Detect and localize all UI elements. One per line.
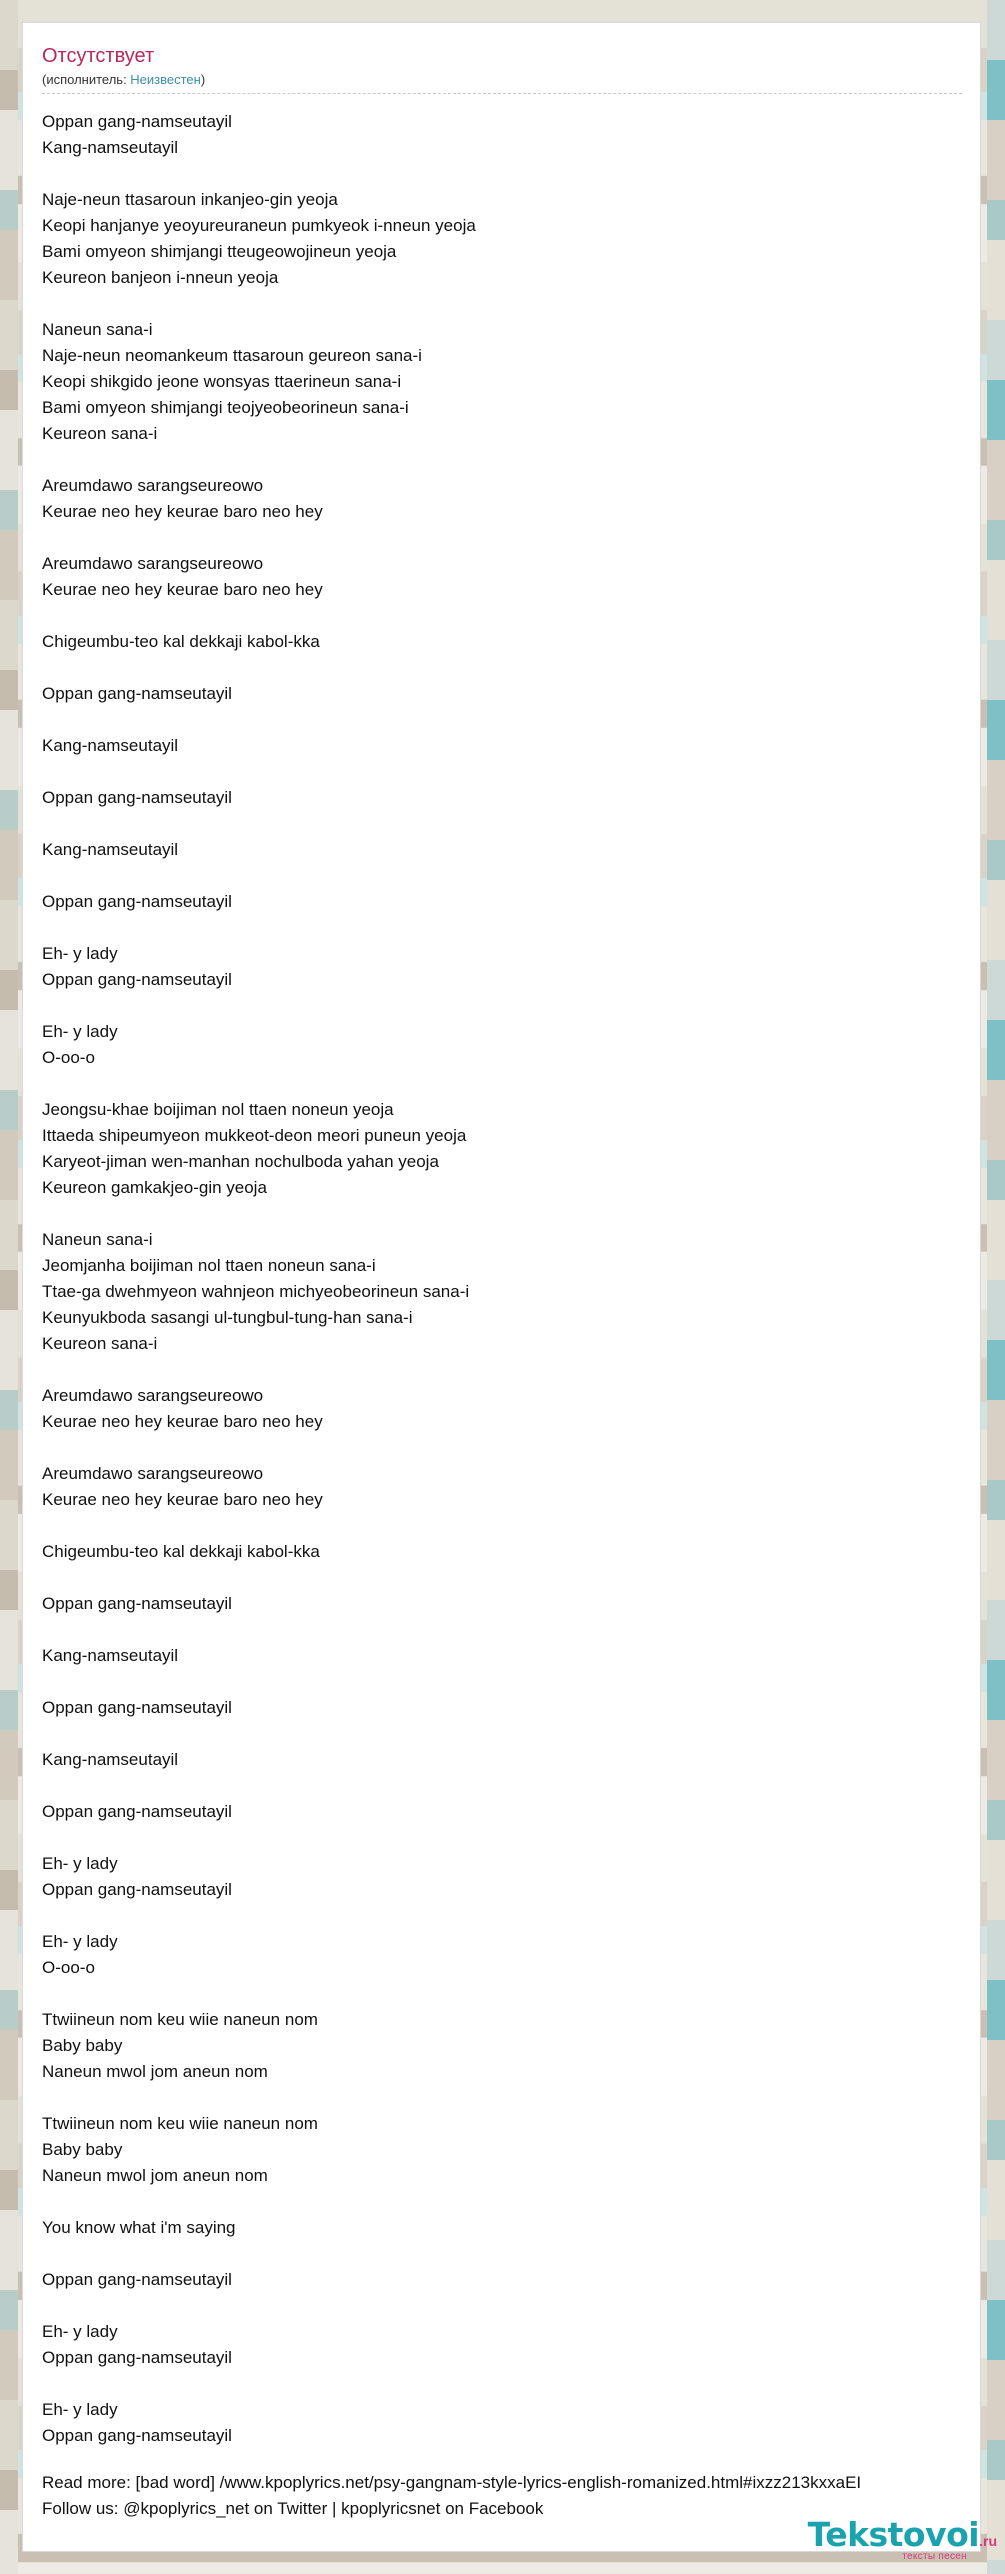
lyrics-body: [42, 109, 972, 2475]
lyrics-line: Bami omyeon shimjangi tteugeowojineun yeoja: [42, 242, 397, 261]
lyrics-line: Oppan gang-namseutayil: [42, 1880, 232, 1899]
lyrics-stanza: [42, 473, 972, 525]
lyrics-line: Baby baby: [42, 2140, 123, 2159]
lyrics-stanza: [42, 1643, 972, 1669]
lyrics-stanza: [42, 109, 972, 161]
follow-us-text: Follow us: @kpoplyrics_net on Twitter | kpoplyricsnet on Facebook: [42, 2499, 544, 2518]
lyrics-stanza: [42, 681, 972, 707]
artist-prefix: (исполнитель:: [42, 72, 131, 87]
lyrics-stanza: [42, 1799, 972, 1825]
lyrics-stanza: [42, 733, 972, 759]
title-divider: [42, 93, 962, 94]
lyrics-line: Ttwiineun nom keu wiie naneun nom: [42, 2010, 318, 2029]
artist-link[interactable]: Неизвестен: [130, 72, 201, 87]
lyrics-line: Oppan gang-namseutayil: [42, 1802, 232, 1821]
lyrics-line: Ttae-ga dwehmyeon wahnjeon michyeobeorineun sana-i: [42, 1282, 470, 1301]
lyrics-line: Oppan gang-namseutayil: [42, 892, 232, 911]
lyrics-line: Oppan gang-namseutayil: [42, 2270, 232, 2289]
lyrics-line: Keurae neo hey keurae baro neo hey: [42, 1412, 323, 1431]
lyrics-stanza: [42, 187, 972, 291]
lyrics-line: Oppan gang-namseutayil: [42, 2348, 232, 2367]
lyrics-line: Oppan gang-namseutayil: [42, 1698, 232, 1717]
lyrics-line: Keureon sana-i: [42, 1334, 158, 1353]
background-pattern-left: [0, 0, 18, 2574]
lyrics-line: Naneun sana-i: [42, 320, 153, 339]
lyrics-line: Keureon banjeon i-nneun yeoja: [42, 268, 279, 287]
logo-tagline: тексты песен: [902, 2551, 967, 2562]
lyrics-line: Kang-namseutayil: [42, 1646, 179, 1665]
lyrics-stanza: [42, 1695, 972, 1721]
lyrics-line: Chigeumbu-teo kal dekkaji kabol-kka: [42, 632, 320, 651]
logo-name: Tekstovoi: [807, 2515, 980, 2554]
lyrics-stanza: [42, 1747, 972, 1773]
lyrics-stanza: [42, 1591, 972, 1617]
lyrics-line: Oppan gang-namseutayil: [42, 684, 232, 703]
lyrics-line: Ttwiineun nom keu wiie naneun nom: [42, 2114, 318, 2133]
lyrics-line: Keurae neo hey keurae baro neo hey: [42, 580, 323, 599]
artist-line: [42, 72, 205, 88]
lyrics-line: Oppan gang-namseutayil: [42, 970, 232, 989]
lyrics-card: [22, 22, 981, 2552]
lyrics-line: Ittaeda shipeumyeon mukkeot-deon meori puneun yeoja: [42, 1126, 467, 1145]
lyrics-stanza: [42, 2111, 972, 2189]
background-pattern-right: [987, 0, 1005, 2574]
lyrics-stanza: [42, 2397, 972, 2449]
lyrics-line: Keopi shikgido jeone wonsyas ttaerineun sana-i: [42, 372, 402, 391]
lyrics-stanza: [42, 317, 972, 447]
lyrics-line: Naneun mwol jom aneun nom: [42, 2166, 268, 2185]
lyrics-line: Keurae neo hey keurae baro neo hey: [42, 502, 323, 521]
lyrics-stanza: [42, 1929, 972, 1981]
lyrics-stanza: [42, 1097, 972, 1201]
lyrics-line: Areumdawo sarangseureowo: [42, 476, 264, 495]
lyrics-line: Keureon sana-i: [42, 424, 158, 443]
lyrics-stanza: [42, 837, 972, 863]
lyrics-line: Oppan gang-namseutayil: [42, 788, 232, 807]
lyrics-line: Kang-namseutayil: [42, 138, 179, 157]
lyrics-line: Bami omyeon shimjangi teojyeobeorineun sana-i: [42, 398, 409, 417]
lyrics-line: Kang-namseutayil: [42, 840, 179, 859]
lyrics-stanza: [42, 1851, 972, 1903]
lyrics-line: Keureon gamkakjeo-gin yeoja: [42, 1178, 267, 1197]
lyrics-stanza: [42, 551, 972, 603]
site-logo[interactable]: [807, 2515, 997, 2562]
lyrics-stanza: [42, 889, 972, 915]
lyrics-stanza: [42, 785, 972, 811]
lyrics-line: Oppan gang-namseutayil: [42, 1594, 232, 1613]
lyrics-line: Karyeot-jiman wen-manhan nochulboda yahan yeoja: [42, 1152, 439, 1171]
lyrics-line: Chigeumbu-teo kal dekkaji kabol-kka: [42, 1542, 320, 1561]
lyrics-line: O-oo-o: [42, 1048, 95, 1067]
lyrics-line: Naneun sana-i: [42, 1230, 153, 1249]
lyrics-line: You know what i'm saying: [42, 2218, 236, 2237]
lyrics-stanza: [42, 1227, 972, 1357]
song-title: Отсутствует: [42, 45, 155, 67]
lyrics-line: Baby baby: [42, 2036, 123, 2055]
lyrics-line: Areumdawo sarangseureowo: [42, 1464, 264, 1483]
lyrics-stanza: [42, 2007, 972, 2085]
lyrics-line: Areumdawo sarangseureowo: [42, 554, 264, 573]
lyrics-stanza: [42, 2215, 972, 2241]
lyrics-line: O-oo-o: [42, 1958, 95, 1977]
lyrics-line: Naneun mwol jom aneun nom: [42, 2062, 268, 2081]
read-more-text: Read more: [bad word] /www.kpoplyrics.net/psy-gangnam-style-lyrics-english-romanized.html#ixzz213kxxaEI: [42, 2473, 862, 2492]
lyrics-line: Eh- y lady: [42, 1022, 118, 1041]
lyrics-stanza: [42, 2319, 972, 2371]
lyrics-line: Areumdawo sarangseureowo: [42, 1386, 264, 1405]
lyrics-stanza: [42, 941, 972, 993]
lyrics-line: Oppan gang-namseutayil: [42, 112, 232, 131]
lyrics-line: Naje-neun neomankeum ttasaroun geureon sana-i: [42, 346, 422, 365]
lyrics-line: Eh- y lady: [42, 2322, 118, 2341]
lyrics-line: Oppan gang-namseutayil: [42, 2426, 232, 2445]
lyrics-stanza: [42, 2267, 972, 2293]
lyrics-stanza: [42, 629, 972, 655]
lyrics-line: Naje-neun ttasaroun inkanjeo-gin yeoja: [42, 190, 338, 209]
lyrics-line: Jeomjanha boijiman nol ttaen noneun sana-i: [42, 1256, 376, 1275]
lyrics-line: Jeongsu-khae boijiman nol ttaen noneun yeoja: [42, 1100, 394, 1119]
lyrics-line: Kang-namseutayil: [42, 1750, 179, 1769]
lyrics-line: Kang-namseutayil: [42, 736, 179, 755]
artist-suffix: ): [200, 72, 206, 87]
lyrics-line: Eh- y lady: [42, 2400, 118, 2419]
lyrics-stanza: [42, 1539, 972, 1565]
lyrics-line: Eh- y lady: [42, 1932, 118, 1951]
lyrics-stanza: [42, 1383, 972, 1435]
lyrics-stanza: [42, 1461, 972, 1513]
lyrics-line: Eh- y lady: [42, 944, 118, 963]
lyrics-line: Eh- y lady: [42, 1854, 118, 1873]
lyrics-line: Keurae neo hey keurae baro neo hey: [42, 1490, 323, 1509]
lyrics-line: Keunyukboda sasangi ul-tungbul-tung-han sana-i: [42, 1308, 413, 1327]
lyrics-line: Keopi hanjanye yeoyureuraneun pumkyeok i-nneun yeoja: [42, 216, 476, 235]
lyrics-stanza: [42, 1019, 972, 1071]
logo-suffix: .ru: [979, 2533, 997, 2549]
